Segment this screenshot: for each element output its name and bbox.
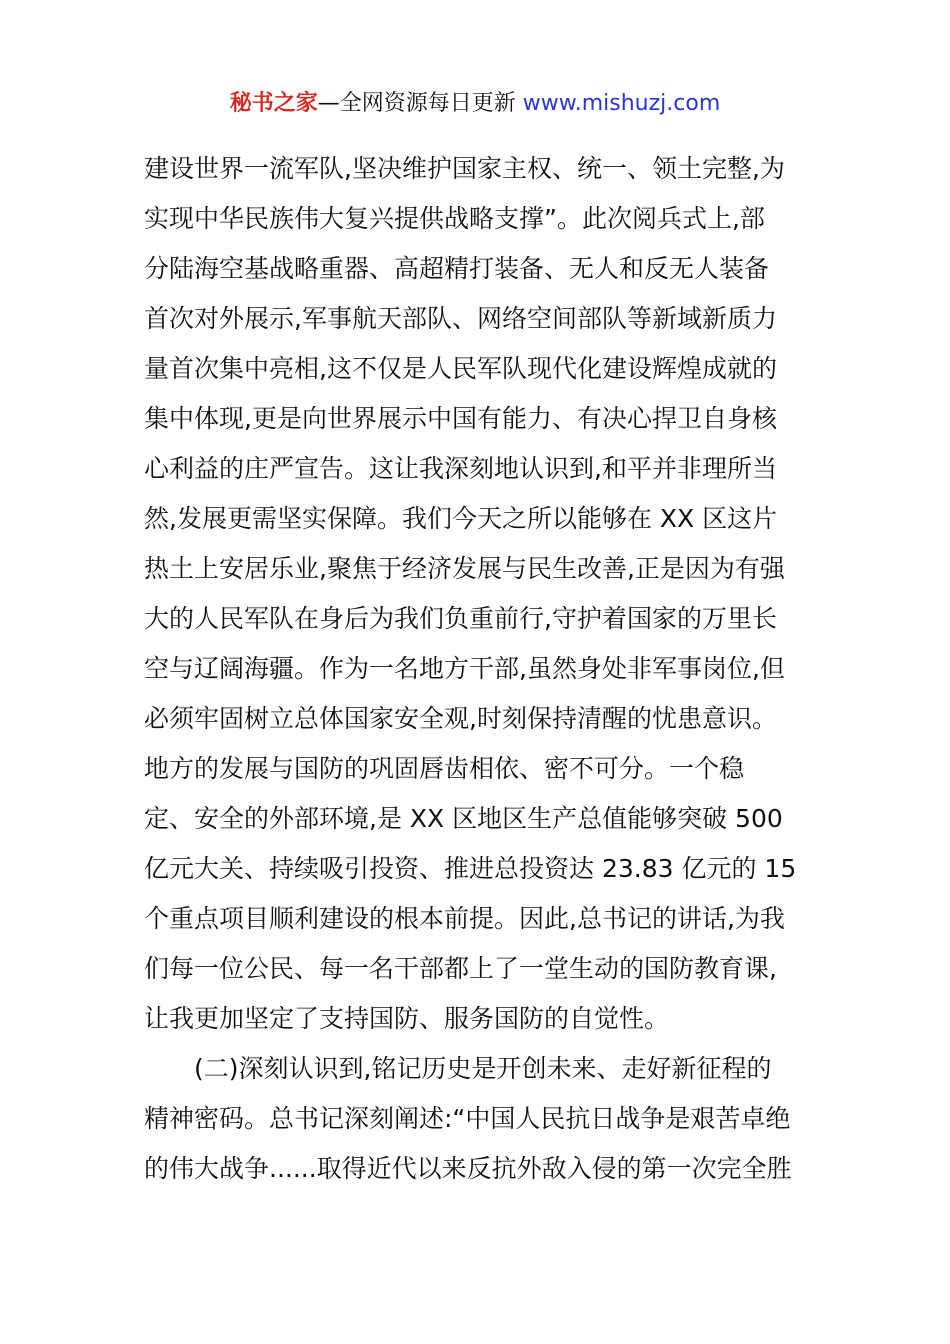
header-tagline: —全网资源每日更新 bbox=[317, 91, 523, 116]
brand-name: 秘书之家 bbox=[229, 91, 318, 116]
text-line: 大的人民军队在身后为我们负重前行,守护着国家的万里长 bbox=[144, 604, 777, 633]
text-line: 实现中华民族伟大复兴提供战略支撑”。此次阅兵式上,部 bbox=[144, 204, 765, 233]
text-line: 分陆海空基战略重器、高超精打装备、无人和反无人装备 bbox=[144, 254, 770, 283]
text-line: 然,发展更需坚实保障。我们今天之所以能够在 XX 区这片 bbox=[144, 504, 778, 533]
text-line: 让我更加坚定了支持国防、服务国防的自觉性。 bbox=[144, 1004, 670, 1033]
text-line: 建设世界一流军队,坚决维护国家主权、统一、领土完整,为 bbox=[144, 154, 785, 183]
text-line: 空与辽阔海疆。作为一名地方干部,虽然身处非军事岗位,但 bbox=[144, 654, 785, 683]
page-header bbox=[0, 88, 950, 120]
text-line: 个重点项目顺利建设的根本前提。因此,总书记的讲话,为我 bbox=[144, 904, 785, 933]
text-line: 们每一位公民、每一名干部都上了一堂生动的国防教育课, bbox=[144, 954, 777, 983]
text-line: 的伟大战争......取得近代以来反抗外敌入侵的第一次完全胜 bbox=[144, 1154, 792, 1183]
text-line: 必须牢固树立总体国家安全观,时刻保持清醒的忧患意识。 bbox=[144, 704, 777, 733]
text-line: 精神密码。总书记深刻阐述:“中国人民抗日战争是艰苦卓绝 bbox=[144, 1104, 791, 1133]
text-line: 定、安全的外部环境,是 XX 区地区生产总值能够突破 500 bbox=[144, 804, 783, 833]
text-line: 地方的发展与国防的巩固唇齿相依、密不可分。一个稳 bbox=[144, 754, 745, 783]
text-line: 热土上安居乐业,聚焦于经济发展与民生改善,正是因为有强 bbox=[144, 554, 785, 583]
text-line: 量首次集中亮相,这不仅是人民军队现代化建设辉煌成就的 bbox=[144, 354, 777, 383]
document-body bbox=[144, 144, 808, 1194]
text-line: 集中体现,更是向世界展示中国有能力、有决心捍卫自身核 bbox=[144, 404, 777, 433]
text-line: 亿元大关、持续吸引投资、推进总投资达 23.83 亿元的 15 bbox=[144, 854, 797, 883]
text-line: 心利益的庄严宣告。这让我深刻地认识到,和平并非理所当 bbox=[144, 454, 777, 483]
text-line: 首次对外展示,军事航天部队、网络空间部队等新域新质力 bbox=[144, 304, 777, 333]
website-link[interactable]: www.mishuzj.com bbox=[522, 91, 721, 116]
paragraph-start-line: (二)深刻认识到,铭记历史是开创未来、走好新征程的 bbox=[194, 1054, 772, 1083]
